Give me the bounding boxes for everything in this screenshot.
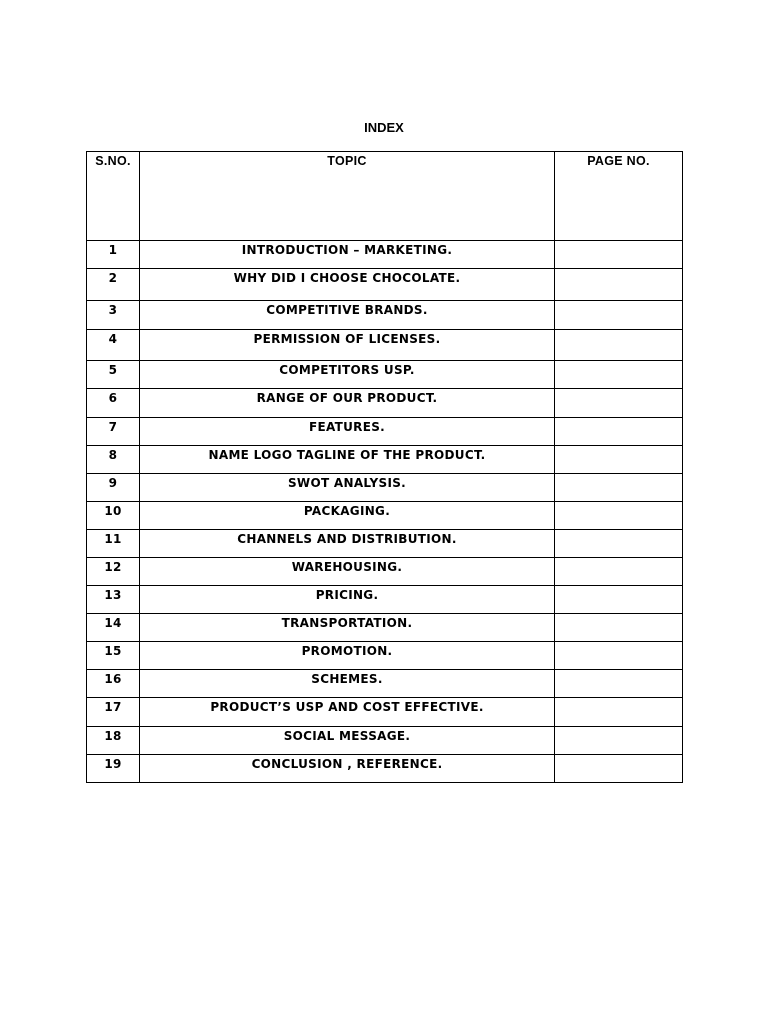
cell-sno: 8	[87, 446, 140, 474]
table-row	[87, 241, 683, 269]
table-row	[87, 269, 683, 301]
cell-topic: TRANSPORTATION.	[140, 614, 555, 642]
table-row	[87, 755, 683, 783]
cell-sno: 13	[87, 586, 140, 614]
cell-topic: RANGE OF OUR PRODUCT.	[140, 389, 555, 418]
cell-sno: 7	[87, 418, 140, 446]
table-row	[87, 474, 683, 502]
cell-page-no	[555, 727, 683, 755]
cell-sno: 16	[87, 670, 140, 698]
header-row	[87, 152, 683, 241]
cell-topic: PRICING.	[140, 586, 555, 614]
cell-sno: 17	[87, 698, 140, 727]
cell-topic: SWOT ANALYSIS.	[140, 474, 555, 502]
header-topic: TOPIC	[140, 152, 555, 241]
cell-sno: 3	[87, 301, 140, 330]
index-table	[86, 151, 683, 783]
header-sno: S.NO.	[87, 152, 140, 241]
cell-page-no	[555, 698, 683, 727]
cell-sno: 2	[87, 269, 140, 301]
table-row	[87, 614, 683, 642]
cell-page-no	[555, 614, 683, 642]
cell-topic: FEATURES.	[140, 418, 555, 446]
cell-sno: 15	[87, 642, 140, 670]
cell-page-no	[555, 586, 683, 614]
cell-topic: CONCLUSION , REFERENCE.	[140, 755, 555, 783]
cell-page-no	[555, 269, 683, 301]
cell-page-no	[555, 502, 683, 530]
header-page-no: PAGE NO.	[555, 152, 683, 241]
cell-page-no	[555, 530, 683, 558]
cell-sno: 10	[87, 502, 140, 530]
cell-page-no	[555, 474, 683, 502]
cell-topic: WAREHOUSING.	[140, 558, 555, 586]
table-row	[87, 530, 683, 558]
cell-sno: 19	[87, 755, 140, 783]
cell-sno: 12	[87, 558, 140, 586]
table-row	[87, 330, 683, 361]
table-row	[87, 301, 683, 330]
table-row	[87, 418, 683, 446]
page-title: INDEX	[364, 120, 404, 135]
cell-topic: CHANNELS AND DISTRIBUTION.	[140, 530, 555, 558]
table-row	[87, 698, 683, 727]
cell-page-no	[555, 558, 683, 586]
cell-topic: PRODUCT’S USP AND COST EFFECTIVE.	[140, 698, 555, 727]
cell-topic: PACKAGING.	[140, 502, 555, 530]
cell-topic: COMPETITIVE BRANDS.	[140, 301, 555, 330]
cell-sno: 6	[87, 389, 140, 418]
cell-sno: 4	[87, 330, 140, 361]
cell-page-no	[555, 670, 683, 698]
cell-sno: 9	[87, 474, 140, 502]
table-row	[87, 361, 683, 389]
table-row	[87, 502, 683, 530]
cell-page-no	[555, 330, 683, 361]
table-row	[87, 586, 683, 614]
cell-topic: SOCIAL MESSAGE.	[140, 727, 555, 755]
cell-topic: PERMISSION OF LICENSES.	[140, 330, 555, 361]
index-body	[87, 241, 683, 783]
table-row	[87, 670, 683, 698]
cell-sno: 14	[87, 614, 140, 642]
cell-page-no	[555, 642, 683, 670]
table-row	[87, 558, 683, 586]
cell-topic: SCHEMES.	[140, 670, 555, 698]
cell-page-no	[555, 755, 683, 783]
cell-page-no	[555, 361, 683, 389]
table-row	[87, 642, 683, 670]
cell-topic: INTRODUCTION – MARKETING.	[140, 241, 555, 269]
table-row	[87, 446, 683, 474]
cell-page-no	[555, 389, 683, 418]
cell-page-no	[555, 446, 683, 474]
cell-topic: PROMOTION.	[140, 642, 555, 670]
cell-page-no	[555, 241, 683, 269]
cell-topic: NAME LOGO TAGLINE OF THE PRODUCT.	[140, 446, 555, 474]
cell-topic: WHY DID I CHOOSE CHOCOLATE.	[140, 269, 555, 301]
cell-page-no	[555, 301, 683, 330]
cell-sno: 1	[87, 241, 140, 269]
cell-sno: 18	[87, 727, 140, 755]
cell-topic: COMPETITORS USP.	[140, 361, 555, 389]
cell-sno: 5	[87, 361, 140, 389]
table-row	[87, 727, 683, 755]
table-row	[87, 389, 683, 418]
cell-sno: 11	[87, 530, 140, 558]
cell-page-no	[555, 418, 683, 446]
